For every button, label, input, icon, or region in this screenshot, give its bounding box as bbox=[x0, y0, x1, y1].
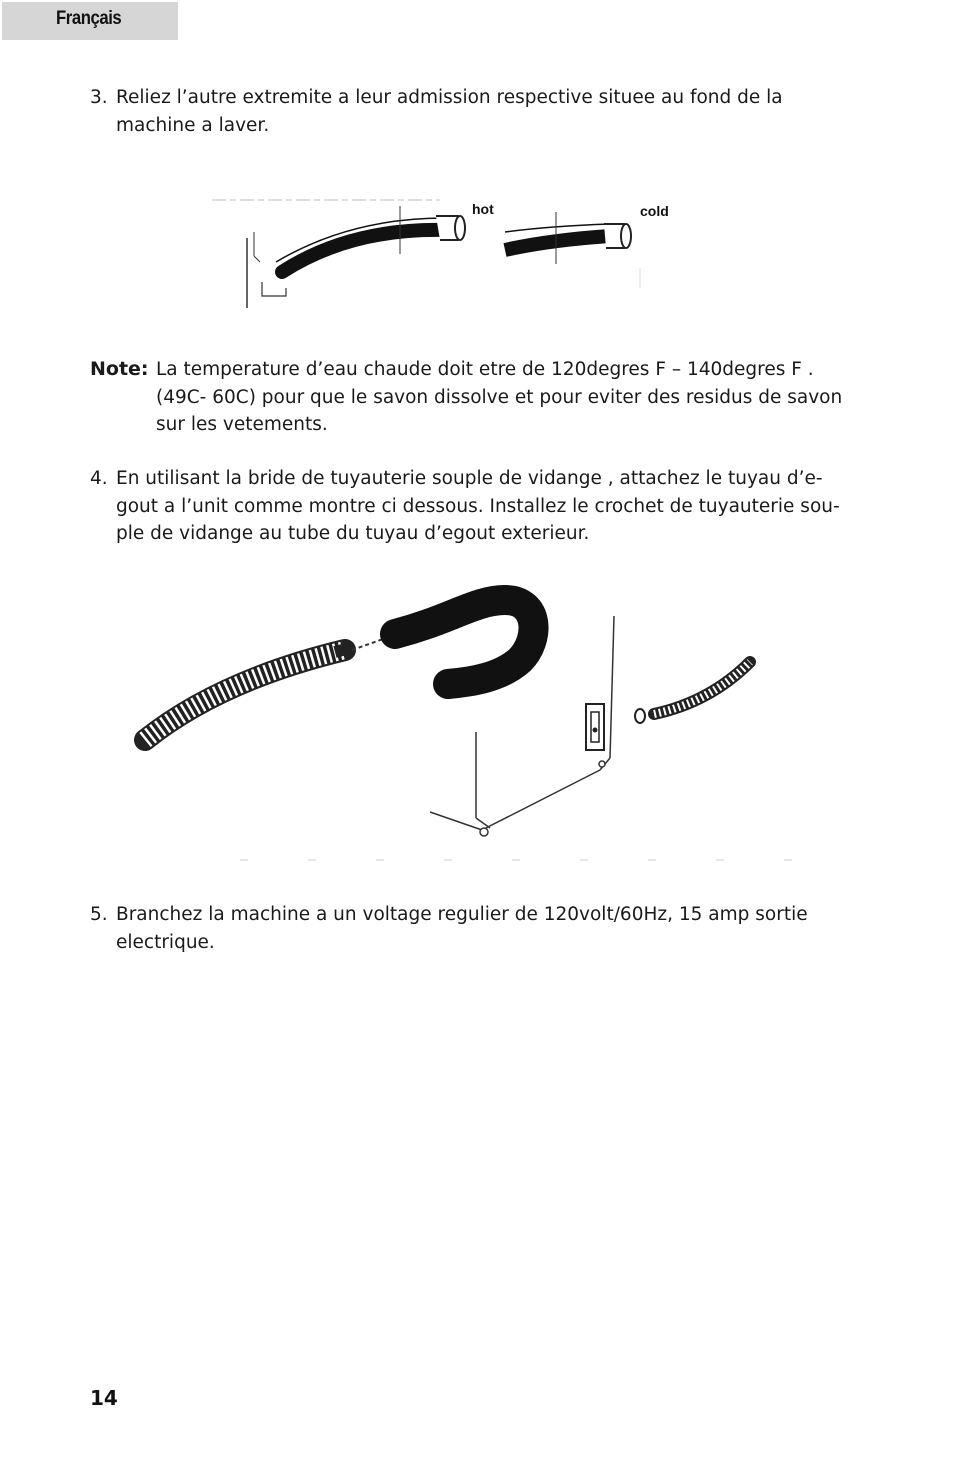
note-line-3: sur les vetements. bbox=[156, 414, 328, 435]
note-line-1: La temperature d’eau chaude doit etre de 120degres F – 140degres F . bbox=[156, 359, 814, 380]
drain-hose-illustration bbox=[130, 580, 820, 870]
language-tab bbox=[2, 2, 178, 40]
step-4-line-2: gout a l’unit comme montre ci dessous. Installez le crochet de tuyauterie sou- bbox=[116, 495, 840, 517]
step-number: 3. bbox=[90, 87, 108, 108]
note-line-2: (49C- 60C) pour que le savon dissolve et pour eviter des residus de savon bbox=[156, 386, 843, 408]
note-label: Note: bbox=[90, 358, 149, 380]
step-3-line-2: machine a laver. bbox=[116, 114, 270, 136]
step-4-line-3: ple de vidange au tube du tuyau d’egout exterieur. bbox=[116, 523, 590, 544]
step-5-line-2: electrique. bbox=[116, 931, 215, 953]
step-4-line-1: En utilisant la bride de tuyauterie souple de vidange , attachez le tuyau d’e- bbox=[116, 468, 823, 489]
hot-label: hot bbox=[472, 201, 494, 217]
cold-label: cold bbox=[640, 203, 669, 219]
inlet-hoses-illustration bbox=[200, 188, 680, 318]
step-number: 4. bbox=[90, 468, 108, 489]
step-3-line-1: Reliez l’autre extremite a leur admission respective situee au fond de la bbox=[116, 87, 783, 108]
page-number: 14 bbox=[90, 1386, 118, 1410]
step-number: 5. bbox=[90, 904, 108, 925]
step-5-line-1: Branchez la machine a un voltage regulier de 120volt/60Hz, 15 amp sortie bbox=[116, 904, 808, 925]
language-label: Français bbox=[56, 8, 122, 29]
